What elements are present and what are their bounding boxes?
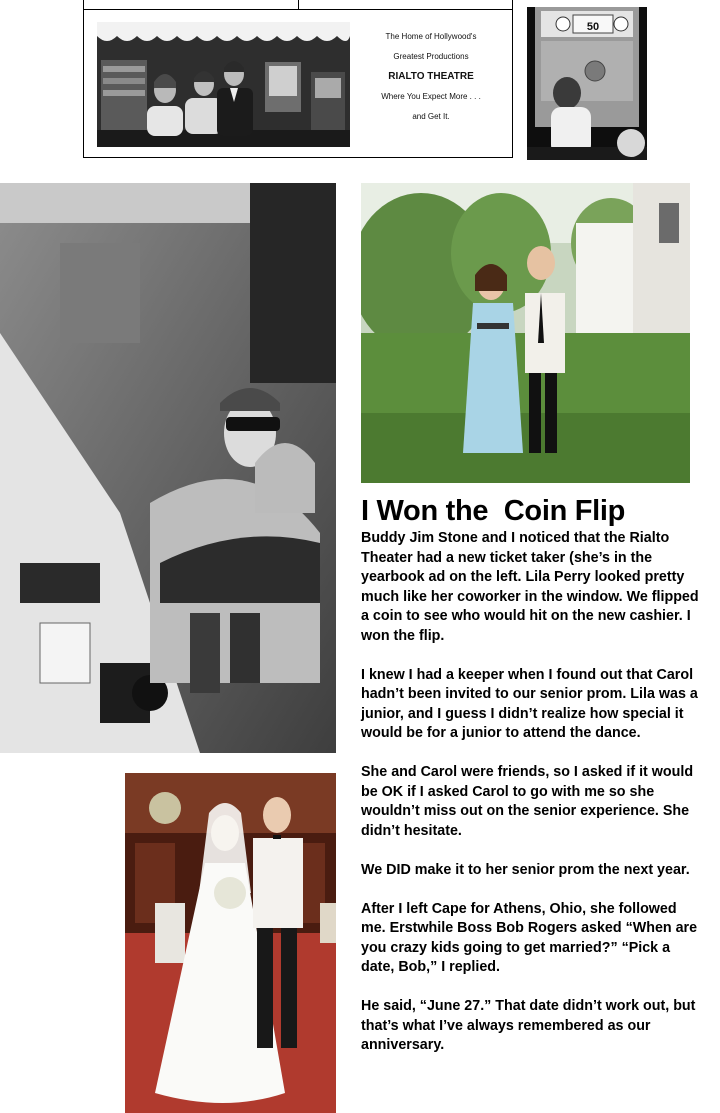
- ad-tagline-2: Greatest Productions: [393, 52, 469, 61]
- story-paragraph: I knew I had a keeper when I found out that Carol hadn’t been invited to our senior prom. Lila was a junior, and I guess I didn’t realize how special it would be for a junior to attend the dance.: [361, 666, 698, 741]
- ad-copy: [356, 30, 506, 130]
- story-paragraph: He said, “June 27.” That date didn’t work out, but that’s what I’ve always remembered as our anniversary.: [361, 998, 696, 1053]
- concession-stand-photo: [97, 22, 350, 147]
- yearbook-ad: [83, 0, 513, 158]
- ad-tagline-1: The Home of Hollywood's: [385, 32, 477, 41]
- prom-photo: [361, 183, 690, 483]
- ad-tagline-3: Where You Expect More . . .: [381, 92, 481, 101]
- story-body: [361, 529, 701, 1075]
- booth-price-text: 50: [586, 21, 600, 33]
- ad-tagline-4: and Get It.: [412, 112, 450, 121]
- story-paragraph: After I left Cape for Athens, Ohio, she followed me. Erstwhile Boss Bob Rogers asked “When are you crazy kids going to get married?” “Pick a date, Bob,” I replied.: [361, 900, 698, 975]
- story-title: I Won the Coin Flip: [361, 495, 626, 527]
- story-paragraph: Buddy Jim Stone and I noticed that the Rialto Theater had a new ticket taker (she’s in the yearbook ad on the left. Lila Perry looked pretty much like her coworker in the window. We flipped a coin to see who would hit on the new cashier. I won the flip.: [361, 530, 699, 644]
- ticket-booth-photo: [527, 7, 647, 160]
- story-paragraph: We DID make it to her senior prom the next year.: [361, 861, 690, 878]
- ad-theatre-name: RIALTO THEATRE: [388, 71, 474, 82]
- wedding-photo: [125, 773, 336, 1113]
- couple-portrait-photo: [0, 183, 336, 753]
- ad-top-divider: [298, 0, 299, 10]
- story-paragraph: She and Carol were friends, so I asked if it would be OK if I asked Carol to go with me so she wouldn’t miss out on the senior experience. She didn’t hesitate.: [361, 764, 694, 839]
